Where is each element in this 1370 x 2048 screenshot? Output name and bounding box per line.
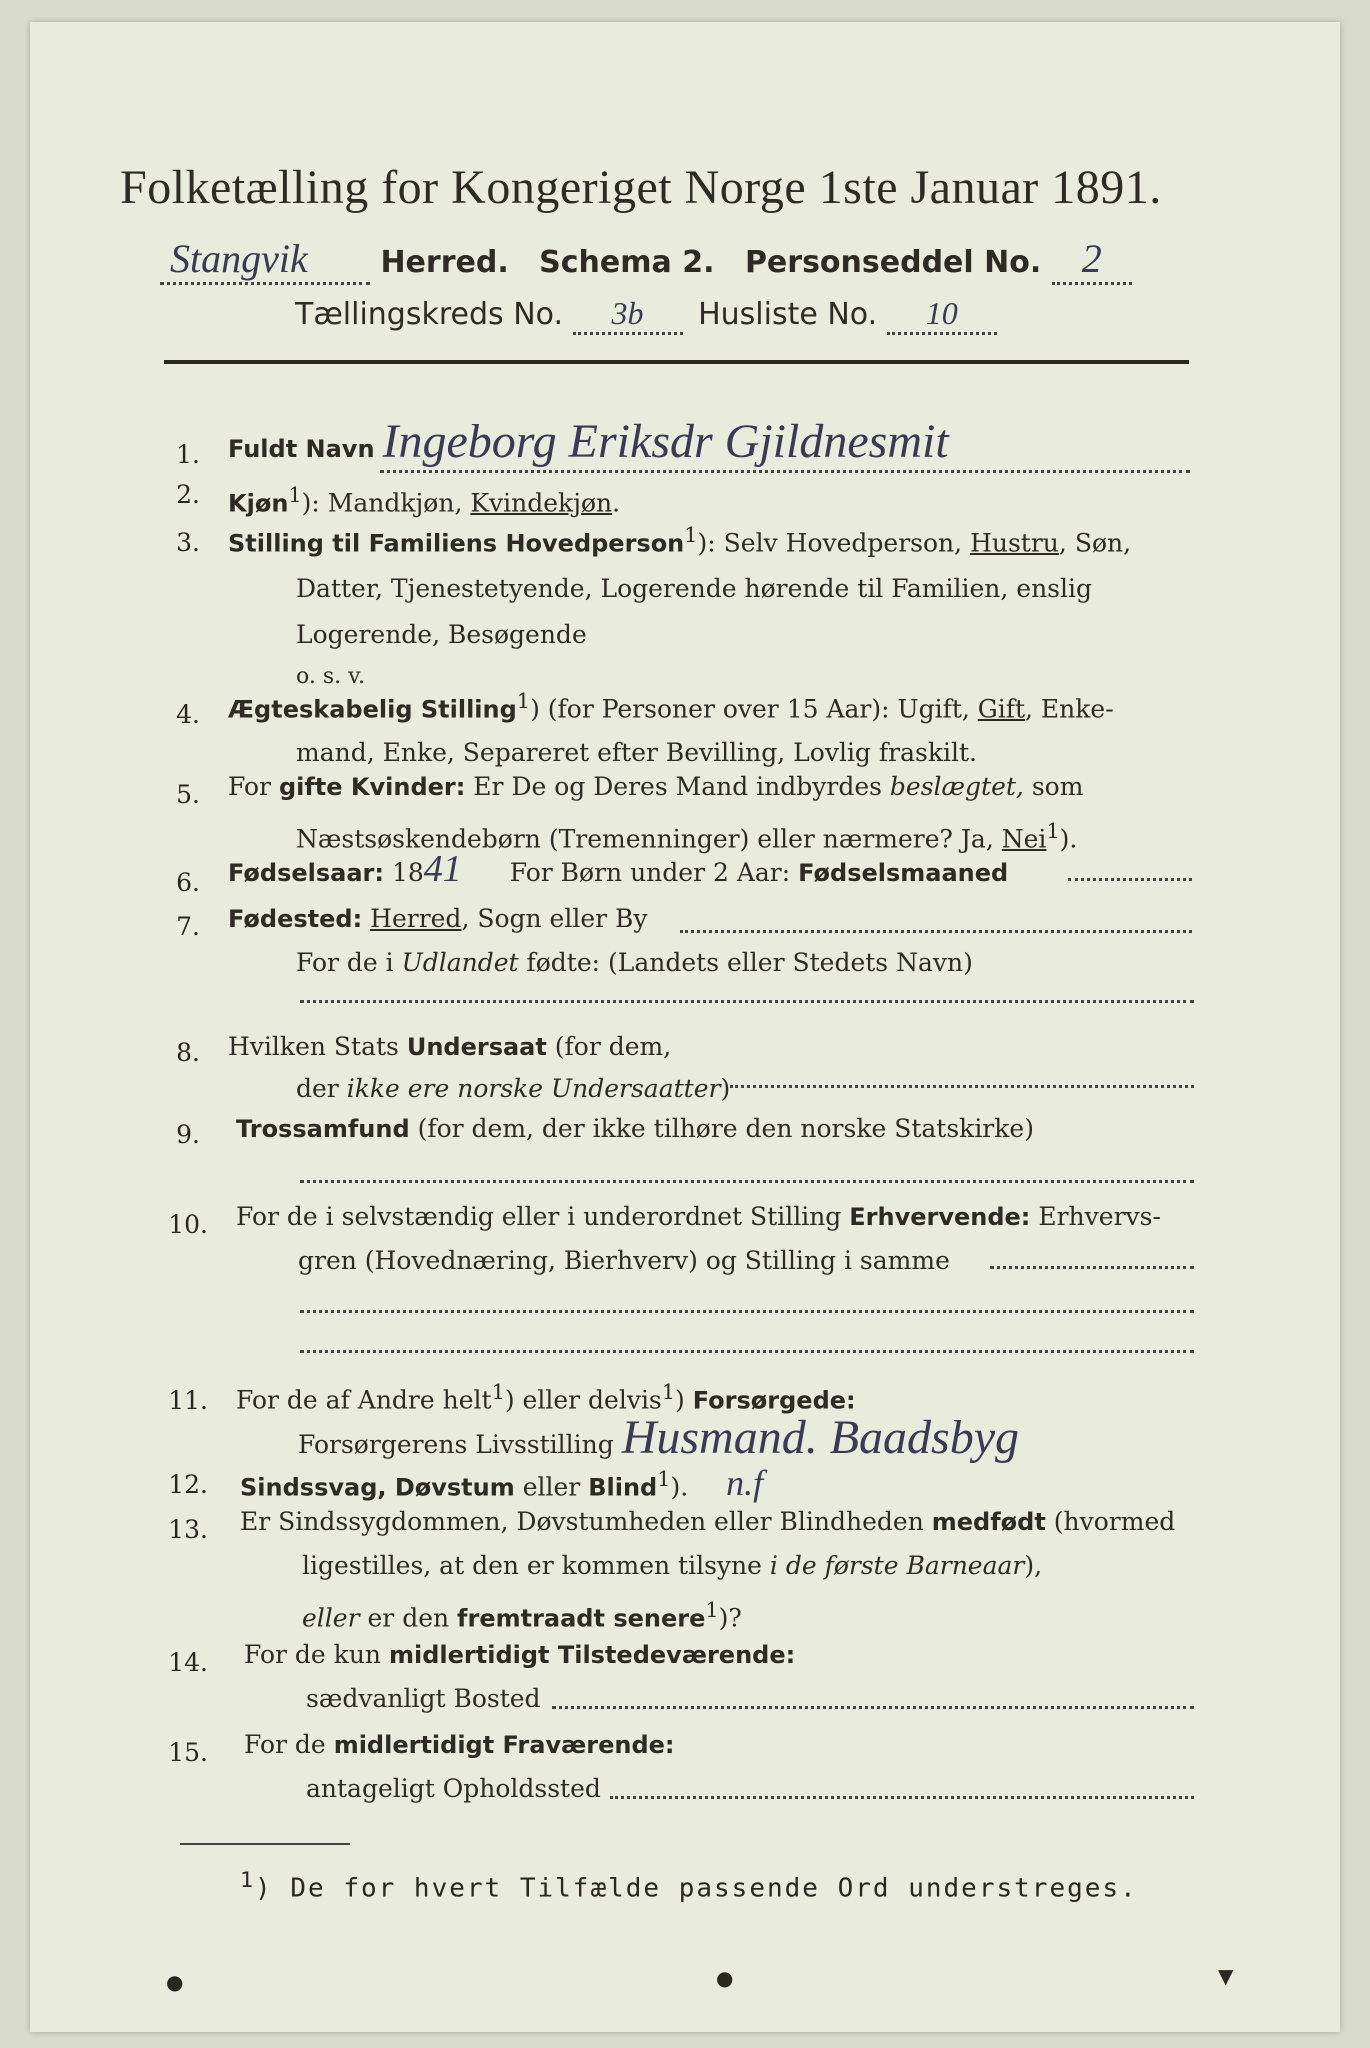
family-position-line-2: Datter, Tjenestetyende, Logerende hørende til Familien, enslig — [296, 574, 1093, 604]
family-position-options-2: , Søn, — [1058, 528, 1132, 558]
married-women-selected: Nei — [1001, 824, 1047, 854]
birth-place-label: Fødested: — [228, 905, 363, 933]
dotted-line — [300, 1310, 1194, 1313]
temporarily-absent-label: midlertidigt Fraværende: — [333, 1731, 675, 1759]
dotted-line — [552, 1706, 1194, 1709]
sex-options: ): Mandkjøn, — [301, 488, 463, 518]
birth-month-label: Fødselsmaaned — [798, 859, 1009, 887]
footnote — [240, 1868, 1138, 1904]
header-divider — [164, 360, 1189, 364]
item-number: 5. — [176, 780, 200, 809]
religion-label: Trossamfund — [236, 1115, 410, 1143]
item-disability — [240, 1462, 1240, 1504]
family-position-selected: Hustru — [970, 528, 1059, 558]
birth-year-prefix: 18 — [391, 858, 424, 887]
family-position-label: Stilling til Familiens Hovedperson — [228, 529, 685, 558]
punct: ). — [670, 1472, 689, 1502]
sex-selected: Kvindekjøn — [470, 488, 613, 518]
occupation-label: Erhvervende: — [849, 1203, 1031, 1231]
disability-value: n.f — [726, 1463, 764, 1504]
footnote-marker: 1 — [240, 1868, 256, 1893]
item-number: 9. — [176, 1120, 200, 1149]
punct: ). — [1059, 824, 1078, 854]
marital-status-label: Ægteskabelig Stilling — [228, 695, 517, 724]
temporarily-absent-prefix: For de — [244, 1730, 326, 1759]
married-women-line-2-text: Næstsøskendebørn (Tremenninger) eller nærmere? Ja, — [296, 824, 994, 854]
congenital-question: Er Sindssygdommen, Døvstumheden eller Blindheden — [240, 1507, 924, 1536]
birth-place-line-2-a: For de i — [296, 948, 394, 977]
footnote-ref: 1 — [684, 523, 698, 547]
page-mark: ▼ — [1218, 1964, 1234, 1988]
birth-place-line-2 — [296, 946, 1228, 980]
congenital-line-2-italic: i de første Barneaar — [769, 1551, 1025, 1580]
disability-label: Sindssvag, Døvstum — [240, 1473, 515, 1502]
congenital-line-2-b: ), — [1024, 1551, 1043, 1580]
husliste-label: Husliste No. — [698, 297, 878, 332]
supported-line-2 — [298, 1411, 1236, 1465]
item-number: 13. — [168, 1515, 208, 1544]
footnote-ref: 1 — [657, 1467, 671, 1491]
temporarily-present-prefix: For de kun — [244, 1640, 382, 1669]
supported-label: Forsørgede: — [692, 1386, 856, 1415]
sex-label: Kjøn — [228, 489, 289, 518]
item-number: 1. — [176, 440, 200, 469]
full-name-label: Fuldt Navn — [228, 435, 375, 463]
religion-question: (for dem, der ikke tilhøre den norske Statskirke) — [417, 1114, 1034, 1143]
page-mark: ● — [716, 1966, 734, 1990]
family-position-options: ): Selv Hovedperson, — [697, 528, 963, 558]
item-number: 14. — [168, 1648, 208, 1677]
page-mark: ● — [166, 1970, 184, 1994]
item-temporarily-present — [244, 1638, 1244, 1716]
congenital-label: medfødt — [931, 1508, 1046, 1536]
congenital-line-2 — [302, 1549, 1240, 1583]
nationality-line-2-a: der — [296, 1074, 339, 1103]
item-congenital — [240, 1505, 1240, 1635]
dotted-line — [300, 1180, 1194, 1183]
disability-label-blind: Blind — [588, 1473, 658, 1502]
item-number: 4. — [176, 700, 200, 729]
congenital-line-3-italic: eller — [302, 1603, 360, 1633]
supported-prefix: For de af Andre helt — [236, 1385, 492, 1415]
footnote-divider — [180, 1843, 350, 1845]
item-number: 7. — [176, 912, 200, 941]
item-religion — [236, 1112, 1236, 1146]
family-position-line-4: o. s. v. — [296, 664, 365, 690]
nationality-line-2-b: ) — [720, 1074, 731, 1103]
footnote-text: ) De for hvert Tilfælde passende Ord understreges. — [255, 1873, 1138, 1904]
married-women-suffix: som — [1031, 772, 1084, 801]
item-birth-place — [228, 902, 1228, 980]
personseddel-value: 2 — [1052, 235, 1132, 285]
congenital-line-3-a: er den — [367, 1603, 450, 1633]
birth-month-question: For Børn under 2 Aar: — [509, 858, 791, 887]
footnote-ref: 1 — [705, 1598, 719, 1622]
item-supported — [236, 1375, 1236, 1465]
married-women-italic: beslægtet, — [889, 772, 1024, 801]
item-birth-year — [228, 848, 1228, 890]
birth-year-label: Fødselsaar: — [228, 859, 384, 887]
congenital-line-3 — [302, 1593, 1240, 1635]
item-number: 15. — [168, 1738, 208, 1767]
kreds-line — [295, 295, 997, 335]
marital-status-options: ) (for Personer over 15 Aar): Ugift, — [530, 694, 970, 724]
nationality-suffix: (for dem, — [554, 1032, 672, 1061]
husliste-value: 10 — [887, 295, 997, 335]
item-number: 10. — [168, 1210, 208, 1239]
item-temporarily-absent — [244, 1728, 1244, 1806]
kreds-value: 3b — [573, 295, 683, 335]
nationality-line-2 — [296, 1072, 1228, 1106]
item-number: 11. — [168, 1386, 208, 1415]
footnote-ref: 1 — [516, 689, 531, 713]
birth-place-selected: Herred — [370, 904, 462, 933]
birth-place-line-2-italic: Udlandet — [401, 948, 519, 977]
footnote-ref: 1 — [491, 1380, 505, 1404]
punct: . — [612, 488, 621, 518]
congenital-line-2-a: ligestilles, at den er kommen tilsyne — [302, 1551, 762, 1580]
family-position-line-3: Logerende, Besøgende — [296, 620, 587, 650]
item-marital-status — [228, 684, 1228, 770]
item-nationality — [228, 1030, 1228, 1106]
full-name-value: Ingeborg Eriksdr Gjildnesmit — [382, 415, 949, 468]
marital-status-line-2: mand, Enke, Separeret efter Bevilling, Lovlig fraskilt. — [296, 738, 977, 768]
footnote-ref: 1 — [661, 1380, 676, 1404]
birth-year-value: 41 — [423, 848, 462, 890]
page-title: Folketælling for Kongeriget Norge 1ste Januar 1891. — [120, 161, 1162, 214]
birth-place-options: , Sogn eller By — [461, 904, 648, 933]
item-full-name — [228, 415, 1228, 468]
herred-value: Stangvik — [160, 235, 370, 285]
herred-label: Herred. — [380, 245, 509, 280]
dotted-line — [610, 1796, 1194, 1799]
married-women-prefix: For — [228, 772, 271, 801]
congenital-later-label: fremtraadt senere — [457, 1604, 706, 1633]
nationality-prefix: Hvilken Stats — [228, 1032, 399, 1061]
item-number: 3. — [176, 528, 200, 557]
occupation-line-2: gren (Hovednæring, Bierhverv) og Stilling i samme — [298, 1246, 950, 1275]
item-number: 6. — [176, 868, 200, 897]
footnote-ref: 1 — [1046, 819, 1060, 843]
item-number: 8. — [176, 1038, 200, 1067]
temporarily-present-label: midlertidigt Tilstedeværende: — [388, 1641, 796, 1669]
dotted-line — [1068, 878, 1192, 881]
kreds-label: Tællingskreds No. — [295, 297, 563, 332]
supporter-occupation-label: Forsørgerens Livsstilling — [298, 1430, 614, 1460]
dotted-line — [300, 1350, 1194, 1353]
schema-label: Schema 2. — [539, 245, 715, 280]
supporter-occupation-value: Husmand. Baadsbyg — [621, 1411, 1020, 1465]
supported-middle: ) eller delvis — [504, 1385, 662, 1415]
occupation-suffix: Erhvervs- — [1038, 1202, 1161, 1231]
item-family-position — [228, 518, 1228, 694]
footnote-ref: 1 — [288, 483, 302, 507]
dotted-line — [680, 930, 1192, 933]
congenital-suffix: (hvormed — [1053, 1507, 1176, 1536]
personseddel-label: Personseddel No. — [744, 245, 1042, 280]
punct: ) — [675, 1385, 685, 1415]
dotted-line — [300, 1000, 1194, 1003]
item-number: 12. — [168, 1470, 208, 1499]
probable-residence-label: antageligt Opholdssted — [306, 1774, 601, 1803]
item-sex — [228, 478, 620, 520]
dotted-line — [990, 1266, 1194, 1269]
married-women-question: Er De og Deres Mand indbyrdes — [473, 772, 882, 801]
occupation-prefix: For de i selvstændig eller i underordnet Stilling — [236, 1202, 842, 1231]
marital-status-selected: Gift — [977, 694, 1026, 724]
marital-status-options-2: , Enke- — [1025, 694, 1114, 724]
item-married-women — [228, 770, 1228, 856]
usual-residence-label: sædvanligt Bosted — [306, 1684, 541, 1713]
married-women-label: gifte Kvinder: — [278, 773, 466, 801]
dotted-line — [380, 470, 1190, 473]
dotted-line — [730, 1085, 1194, 1088]
item-number: 2. — [176, 480, 200, 509]
disability-or: eller — [522, 1472, 581, 1502]
punct: )? — [718, 1603, 742, 1633]
nationality-label: Undersaat — [406, 1033, 547, 1061]
herred-line — [160, 235, 1132, 285]
nationality-line-2-italic: ikke ere norske Undersaatter — [346, 1074, 721, 1103]
birth-place-line-2-b: fødte: (Landets eller Stedets Navn) — [526, 948, 973, 977]
